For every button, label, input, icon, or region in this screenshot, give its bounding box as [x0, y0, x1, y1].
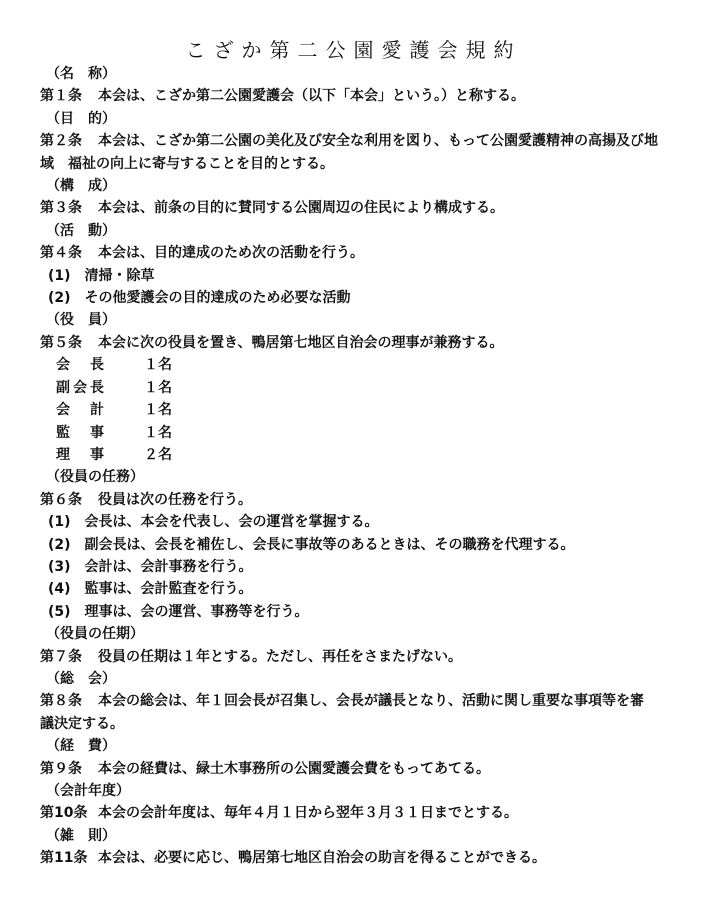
officer-row — [40, 354, 680, 376]
section-heading: （総 会） — [46, 670, 116, 687]
article-text: 本会の総会は、年１回会長が召集し、会長が議長となり、活動に関し重要な事項等を審 — [98, 693, 644, 710]
article-text: 本会は、必要に応じ、鴨居第七地区自治会の助言を得ることができる。 — [98, 850, 546, 867]
list-item: (4) 監事は、会計監査を行う。 — [48, 581, 253, 598]
article-line — [40, 489, 680, 511]
article-text: 本会は、こざか第二公園の美化及び安全な利用を図り、もって公園愛護精神の高揚及び地 — [98, 133, 658, 150]
article-line — [40, 85, 680, 107]
list-item: (1) 清掃・除草 — [48, 267, 155, 284]
article-text: 本会の経費は、緑土木事務所の公園愛護会費をもってあてる。 — [98, 760, 490, 777]
article-number: 第３条 — [40, 200, 82, 217]
article-line — [40, 758, 680, 780]
article-number: 第８条 — [40, 693, 82, 710]
section-heading: （経 費） — [46, 738, 116, 755]
officer-count: １名 — [144, 424, 172, 441]
article-line — [40, 242, 680, 264]
officer-count: １名 — [144, 379, 172, 396]
article-text: 本会は、こざか第二公園愛護会（以下「本会」という。）と称する。 — [98, 88, 525, 105]
article-number: 第５条 — [40, 334, 82, 351]
section-heading: （役員の任期） — [46, 626, 144, 643]
section-heading: （活 動） — [46, 222, 116, 239]
article-number: 第２条 — [40, 133, 82, 150]
section-heading: （構 成） — [46, 178, 116, 195]
section-heading: （会計年度） — [46, 783, 130, 799]
document-title: こざか第二公園愛護会規約 — [185, 38, 522, 62]
document-body — [40, 63, 680, 870]
list-item: (1) 会長は、本会を代表し、会の運営を掌握する。 — [48, 514, 379, 531]
article-line — [40, 802, 680, 824]
article-line — [40, 153, 680, 175]
article-text: 本会は、目的達成のため次の活動を行う。 — [98, 245, 364, 262]
article-number: 第１条 — [40, 88, 82, 105]
officer-row — [40, 422, 680, 444]
article-line — [40, 690, 680, 712]
officer-row — [40, 399, 680, 421]
article-number: 第４条 — [40, 245, 82, 262]
article-line — [40, 197, 680, 219]
list-item: (2) その他愛護会の目的達成のため必要な活動 — [48, 290, 351, 307]
article-line — [40, 847, 680, 869]
article-number: 第10条 — [40, 805, 88, 822]
list-item: (2) 副会長は、会長を補佐し、会長に事故等のあるときは、その職務を代理する。 — [48, 536, 575, 553]
section-heading: （役員の任務） — [46, 469, 144, 486]
article-line — [40, 646, 680, 668]
officer-role: 会 計 — [56, 402, 107, 419]
article-text: 議決定する。 — [40, 715, 124, 732]
article-text: 本会は、前条の目的に賛同する公園周辺の住民により構成する。 — [98, 200, 504, 217]
section-heading: （雑 則） — [46, 827, 116, 844]
article-number: 第６条 — [40, 491, 82, 508]
article-number: 第９条 — [40, 760, 82, 777]
article-text: 本会に次の役員を置き、鴨居第七地区自治会の理事が兼務する。 — [98, 334, 504, 351]
section-heading: （目 的） — [46, 110, 116, 127]
officer-role: 会 長 — [56, 357, 107, 374]
article-text: 域 福祉の向上に寄与することを目的とする。 — [40, 155, 334, 172]
officer-role: 監 事 — [56, 424, 107, 441]
officer-role: 理 事 — [56, 446, 107, 463]
article-text: 役員の任期は１年とする。ただし、再任をさまたげない。 — [98, 648, 462, 665]
article-number: 第７条 — [40, 648, 82, 665]
section-heading: （名 称） — [46, 66, 116, 82]
officer-count: １名 — [144, 402, 172, 419]
article-line — [40, 332, 680, 354]
article-number: 第11条 — [40, 850, 88, 867]
list-item: (5) 理事は、会の運営、事務等を行う。 — [48, 603, 309, 620]
article-line — [40, 130, 680, 152]
officer-row — [40, 377, 680, 399]
article-text: 役員は次の任務を行う。 — [98, 491, 252, 508]
list-item: (3) 会計は、会計事務を行う。 — [48, 558, 253, 575]
section-heading: （役 員） — [46, 312, 116, 329]
officer-row — [40, 444, 680, 466]
article-line — [40, 713, 680, 735]
officer-count: ２名 — [144, 446, 172, 463]
officer-count: １名 — [144, 357, 172, 374]
article-text: 本会の会計年度は、毎年４月１日から翌年３月３１日までとする。 — [98, 805, 518, 822]
officer-role: 副会長 — [56, 379, 107, 396]
